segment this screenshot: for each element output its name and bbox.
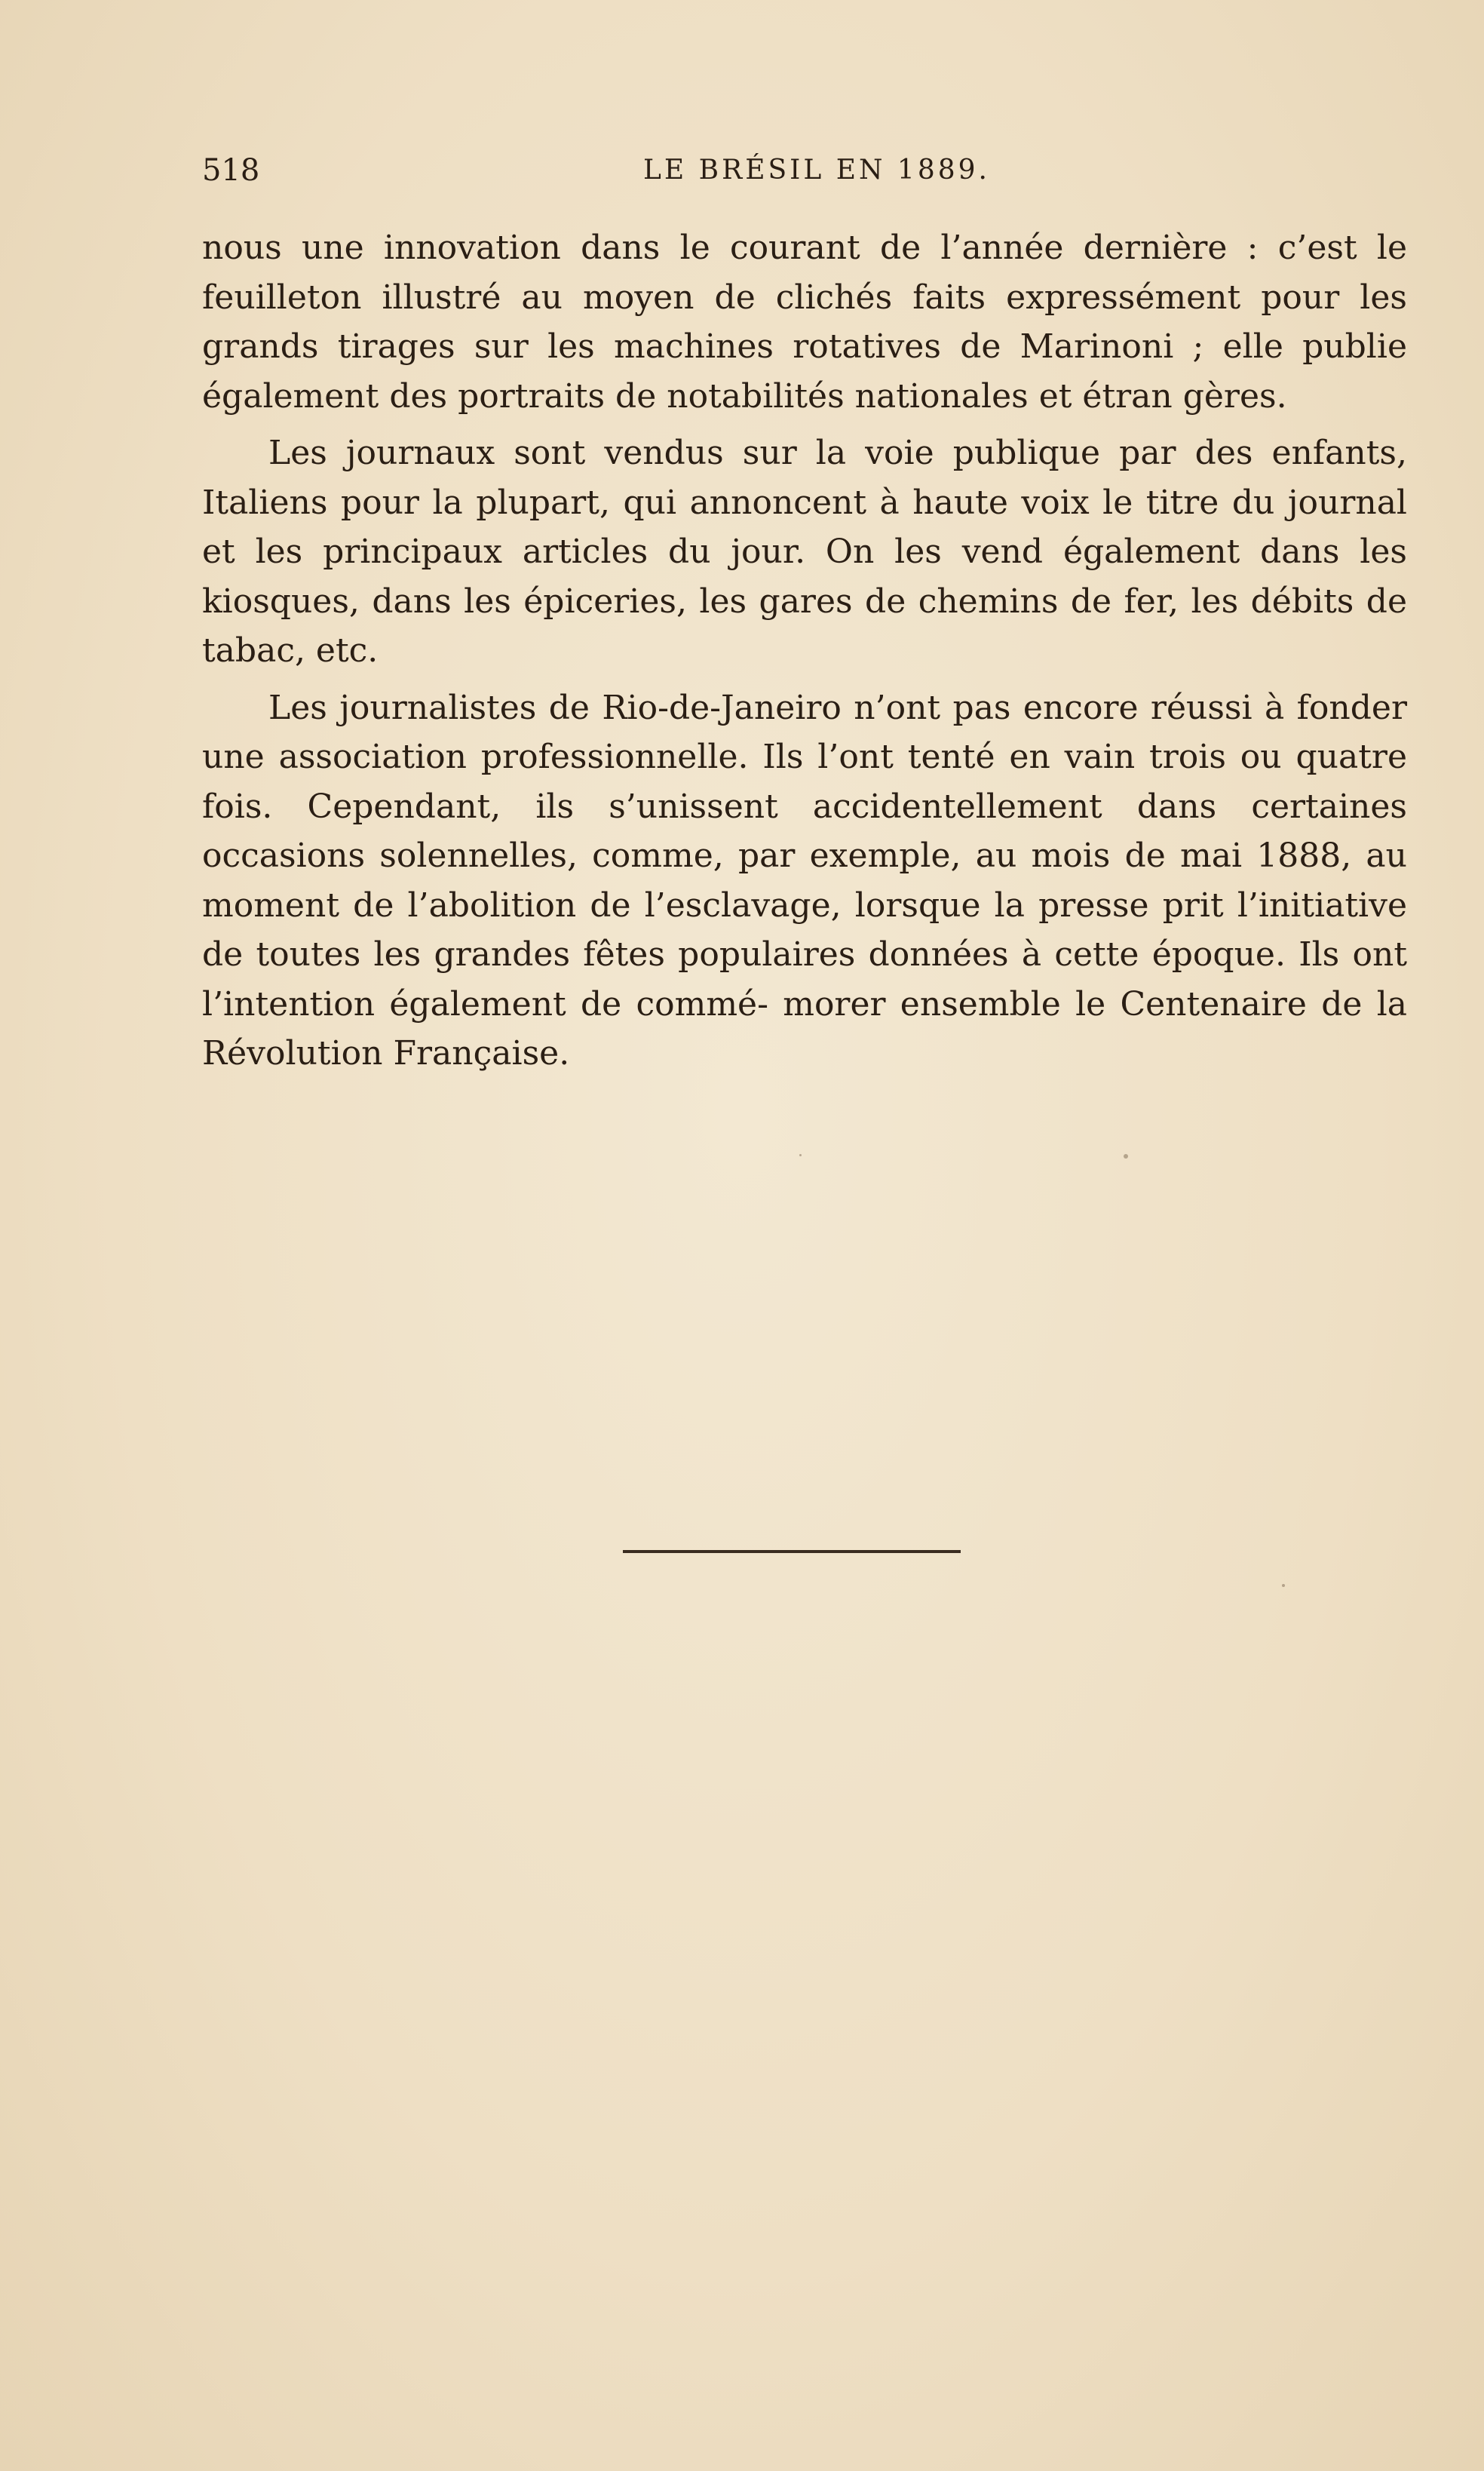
page-header	[202, 148, 1401, 193]
paragraph-journalists-association: Les journalistes de Rio-de-Janeiro n’ont pas encore réussi à fonder une association professionnelle. Ils l’ont tenté en vain trois ou quatre fois. Cependant, ils s’unissent accidentellement dans certaines occasions solennelles, comme, par exemple, au mois de mai 1888, au moment de l’abolition de l’esclavage, lorsque la presse prit l’initiative de toutes les grandes fêtes populaires données à cette époque. Ils ont l’intention également de commé- morer ensemble le Centenaire de la Révolution Française.	[202, 688, 1407, 1073]
body-text	[202, 223, 1407, 1079]
paragraph-newspaper-sales: Les journaux sont vendus sur la voie publique par des enfants, Italiens pour la plupart, qui annoncent à haute voix le titre du journal et les principaux articles du jour. On les vend également dans les kiosques, dans les épiceries, les gares de chemins de fer, les débits de tabac, etc.	[202, 434, 1407, 670]
running-title: LE BRÉSIL EN 1889.	[643, 155, 990, 186]
paper-speck	[799, 1154, 802, 1156]
page-number: 518	[202, 153, 260, 188]
paper-speck	[1282, 1584, 1285, 1587]
section-end-rule	[623, 1550, 961, 1553]
paragraph-continued: nous une innovation dans le courant de l’année dernière : c’est le feuilleton illustré au moyen de clichés faits expressément pour les grands tirages sur les machines rotatives de Marinoni ; elle publie également des portraits de notabilités nationales et étran gères.	[202, 229, 1407, 416]
paper-speck	[1124, 1154, 1128, 1159]
